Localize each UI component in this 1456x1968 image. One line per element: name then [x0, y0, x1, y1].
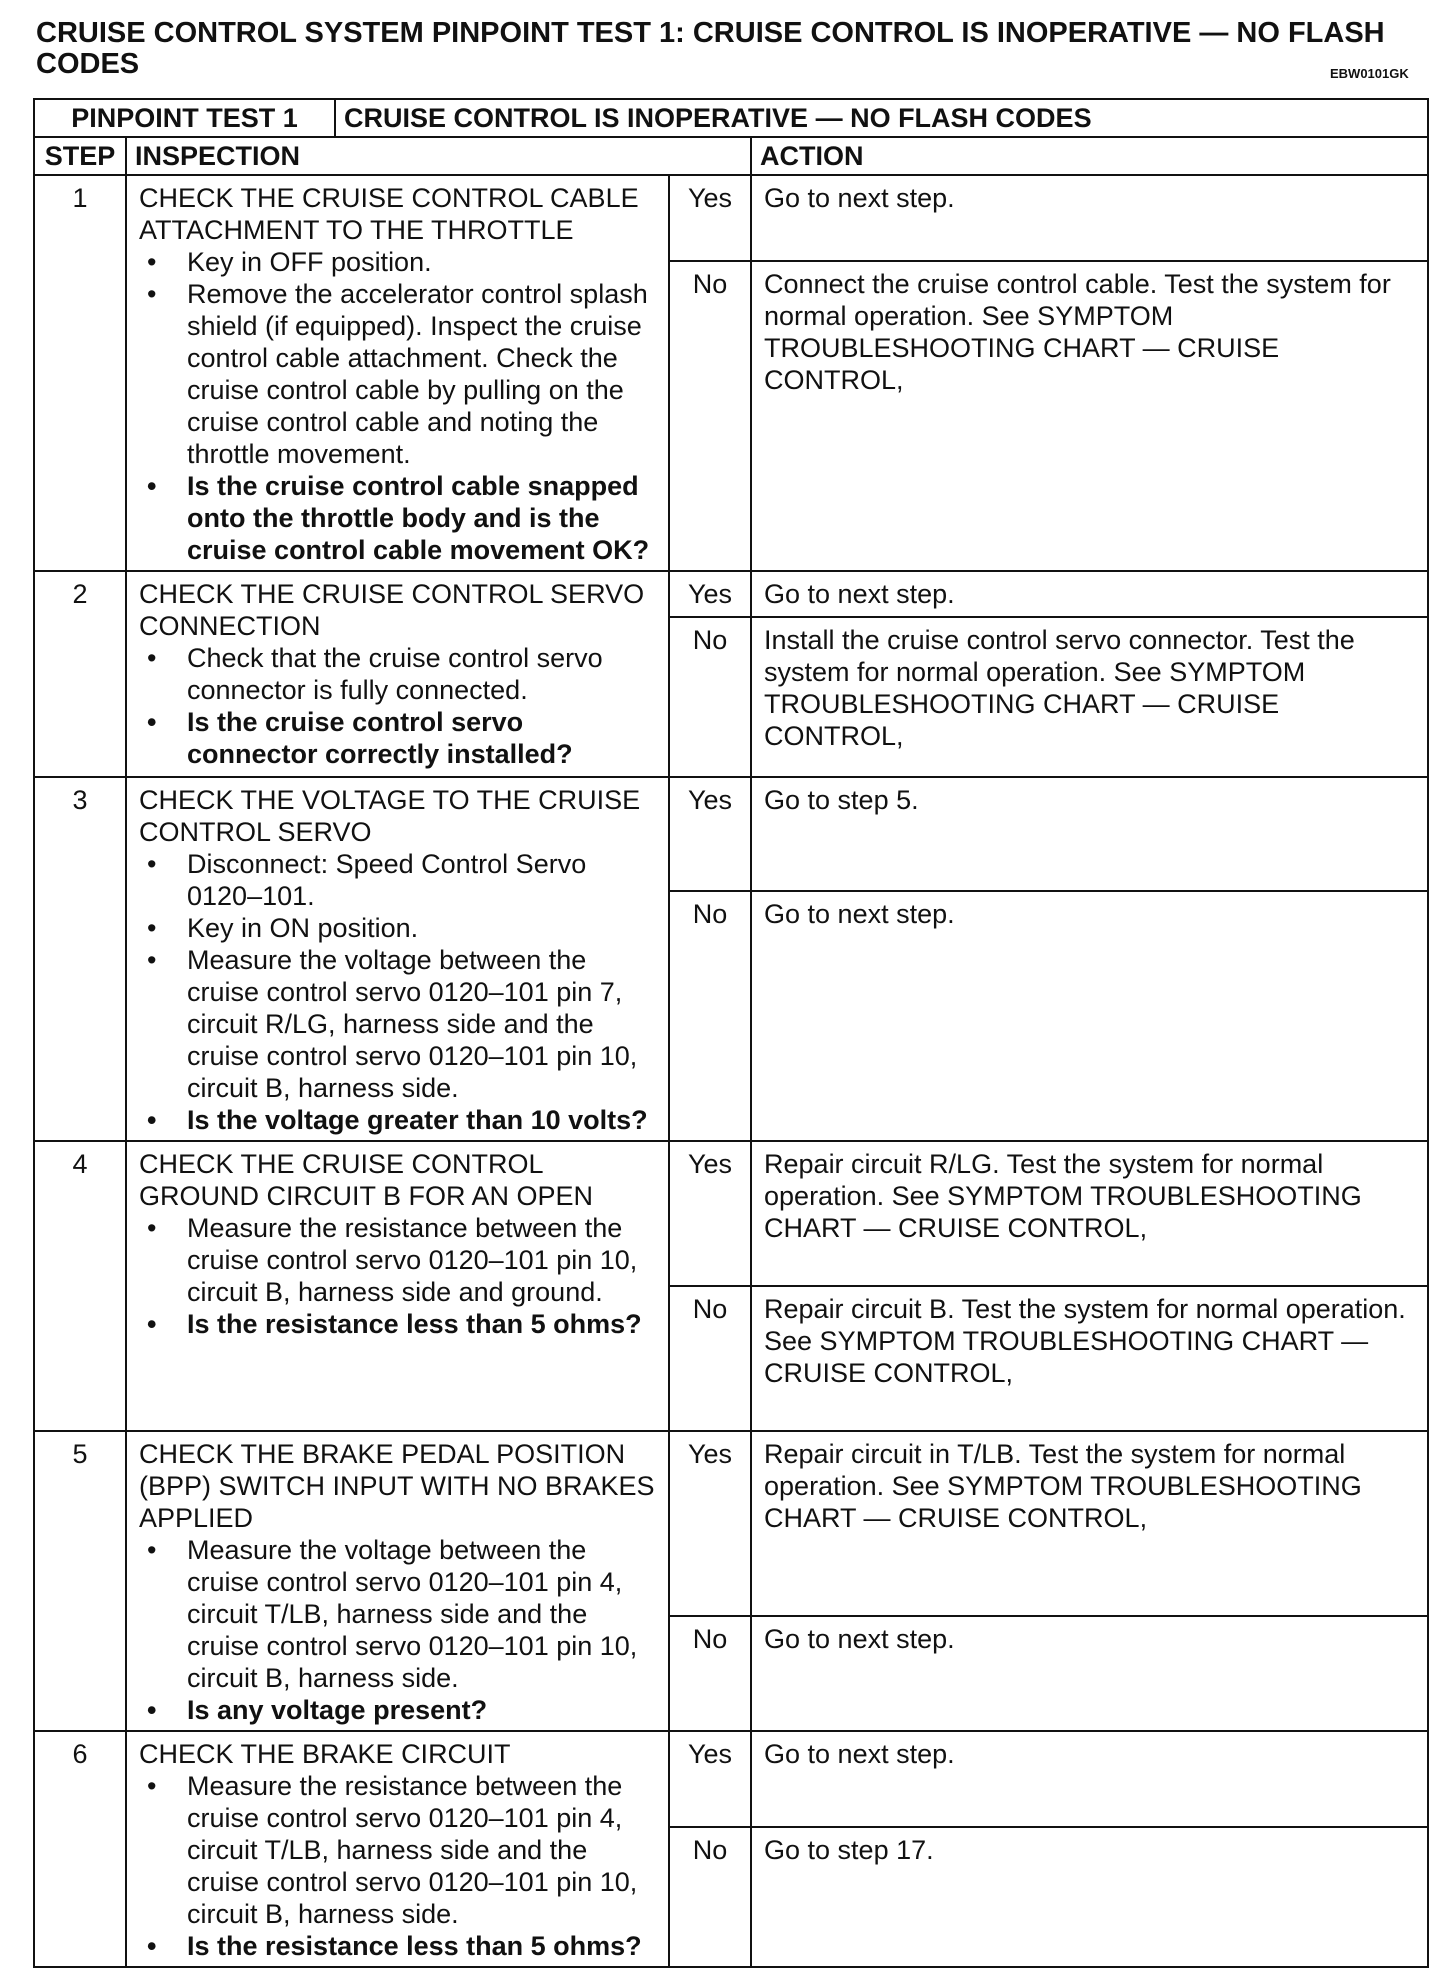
step-question: • Is the cruise control cable snapped onto the throttle body and is the cruise control cable movement OK? — [187, 470, 656, 566]
test-label: PINPOINT TEST 1 — [34, 99, 335, 137]
yes-action: Go to next step. — [751, 571, 1428, 617]
table-row — [34, 1731, 1428, 1827]
step-title: CHECK THE VOLTAGE TO THE CRUISE CONTROL SERVO — [139, 785, 641, 847]
step-inspection — [126, 175, 669, 571]
no-action: Connect the cruise control cable. Test the system for normal operation. See SYMPTOM TROUBLESHOOTING CHART — CRUISE CONTROL, — [751, 261, 1428, 571]
step-bullet: • Check that the cruise control servo connector is fully connected. — [187, 642, 656, 706]
step-title: CHECK THE CRUISE CONTROL SERVO CONNECTION — [139, 579, 645, 641]
step-number: 4 — [34, 1141, 126, 1431]
no-label: No — [669, 891, 751, 1141]
yes-action: Go to step 5. — [751, 777, 1428, 891]
no-action: Go to next step. — [751, 891, 1428, 1141]
step-bullet: • Measure the voltage between the cruise control servo 0120–101 pin 7, circuit R/LG, harness side and the cruise control servo 0120–101 pin 10, circuit B, harness side. — [187, 944, 656, 1104]
step-number: 6 — [34, 1731, 126, 1967]
yes-action: Repair circuit in T/LB. Test the system for normal operation. See SYMPTOM TROUBLESHOOTING CHART — CRUISE CONTROL, — [751, 1431, 1428, 1616]
step-title: CHECK THE CRUISE CONTROL GROUND CIRCUIT B FOR AN OPEN — [139, 1149, 594, 1211]
page-title: CRUISE CONTROL SYSTEM PINPOINT TEST 1: CRUISE CONTROL IS INOPERATIVE — NO FLASH CODES — [36, 17, 1385, 80]
no-label: No — [669, 261, 751, 571]
test-title: CRUISE CONTROL IS INOPERATIVE — NO FLASH CODES — [335, 99, 1428, 137]
col-action: ACTION — [751, 137, 1428, 175]
step-question: • Is the resistance less than 5 ohms? — [187, 1308, 656, 1340]
no-label: No — [669, 1827, 751, 1967]
steps-body — [34, 175, 1428, 1967]
step-question: • Is the voltage greater than 10 volts? — [187, 1104, 656, 1136]
step-number: 1 — [34, 175, 126, 571]
no-label: No — [669, 1616, 751, 1731]
step-bullet: • Key in ON position. — [187, 912, 656, 944]
step-bullet: • Disconnect: Speed Control Servo 0120–101. — [187, 848, 656, 912]
yes-label: Yes — [669, 571, 751, 617]
step-question: • Is the cruise control servo connector correctly installed? — [187, 706, 656, 770]
step-bullet: • Key in OFF position. — [187, 246, 656, 278]
step-number: 5 — [34, 1431, 126, 1731]
step-bullet: • Measure the voltage between the cruise control servo 0120–101 pin 4, circuit T/LB, harness side and the cruise control servo 0120–101 pin 10, circuit B, harness side. — [187, 1534, 656, 1694]
table-row — [34, 1141, 1428, 1286]
table-row — [34, 571, 1428, 617]
step-inspection — [126, 1431, 669, 1731]
table-row — [34, 777, 1428, 891]
step-bullet: • Measure the resistance between the cruise control servo 0120–101 pin 4, circuit T/LB, harness side and the cruise control servo 0120–101 pin 10, circuit B, harness side. — [187, 1770, 656, 1930]
step-bullet: • Measure the resistance between the cruise control servo 0120–101 pin 10, circuit B, harness side and ground. — [187, 1212, 656, 1308]
yes-label: Yes — [669, 1141, 751, 1286]
yes-action: Repair circuit R/LG. Test the system for normal operation. See SYMPTOM TROUBLESHOOTING CHART — CRUISE CONTROL, — [751, 1141, 1428, 1286]
step-question: • Is the resistance less than 5 ohms? — [187, 1930, 656, 1962]
step-title: CHECK THE CRUISE CONTROL CABLE ATTACHMENT TO THE THROTTLE — [139, 183, 639, 245]
step-bullet: • Remove the accelerator control splash shield (if equipped). Inspect the cruise control cable attachment. Check the cruise control cable by pulling on the cruise control cable and noting the throttle movement. — [187, 278, 656, 470]
figure-code: EBW0101GK — [1330, 66, 1409, 81]
table-row — [34, 175, 1428, 261]
yes-action: Go to next step. — [751, 1731, 1428, 1827]
step-title: CHECK THE BRAKE CIRCUIT — [139, 1739, 511, 1769]
test-header-row — [34, 99, 1428, 137]
col-step: STEP — [34, 137, 126, 175]
yes-label: Yes — [669, 1731, 751, 1827]
step-inspection — [126, 1141, 669, 1431]
column-header-row — [34, 137, 1428, 175]
step-inspection — [126, 571, 669, 777]
no-action: Go to next step. — [751, 1616, 1428, 1731]
pinpoint-table — [33, 98, 1427, 1968]
step-number: 2 — [34, 571, 126, 777]
no-action: Go to step 17. — [751, 1827, 1428, 1967]
step-title: CHECK THE BRAKE PEDAL POSITION (BPP) SWITCH INPUT WITH NO BRAKES APPLIED — [139, 1439, 655, 1533]
yes-action: Go to next step. — [751, 175, 1428, 261]
col-inspection: INSPECTION — [126, 137, 751, 175]
step-number: 3 — [34, 777, 126, 1141]
step-inspection — [126, 777, 669, 1141]
no-action: Repair circuit B. Test the system for normal operation. See SYMPTOM TROUBLESHOOTING CHART — CRUISE CONTROL, — [751, 1286, 1428, 1431]
no-action: Install the cruise control servo connector. Test the system for normal operation. See SYMPTOM TROUBLESHOOTING CHART — CRUISE CONTROL, — [751, 617, 1428, 777]
yes-label: Yes — [669, 175, 751, 261]
no-label: No — [669, 617, 751, 777]
yes-label: Yes — [669, 1431, 751, 1616]
step-inspection — [126, 1731, 669, 1967]
table-row — [34, 1431, 1428, 1616]
step-question: • Is any voltage present? — [187, 1694, 656, 1726]
yes-label: Yes — [669, 777, 751, 891]
no-label: No — [669, 1286, 751, 1431]
